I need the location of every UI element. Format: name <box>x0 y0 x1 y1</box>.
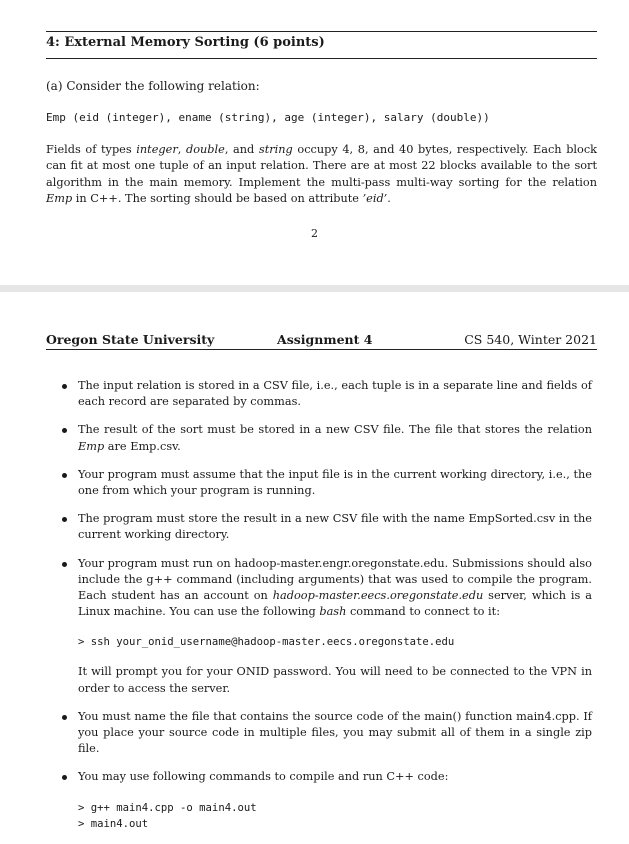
page-bottom <box>0 292 629 830</box>
run-command: > main4.out <box>78 817 149 830</box>
subpart-label: (a) Consider the following relation: <box>46 79 260 93</box>
list-item: The input relation is stored in a CSV file, i.e., each tuple is in a separate line and fields of each record are separated by commas. <box>60 378 592 410</box>
bullet-icon <box>62 517 67 522</box>
header-assignment: Assignment 4 <box>277 332 373 347</box>
relation-emp: Emp <box>46 191 73 205</box>
page-top <box>0 0 629 285</box>
list-item: The program must store the result in a new CSV file with the name EmpSorted.csv in the current working directory. <box>60 511 592 543</box>
list-item: The result of the sort must be stored in a new CSV file. The file that stores the relation Emp are Emp.csv. <box>60 422 592 454</box>
header-rule <box>46 349 597 350</box>
bullet-icon <box>62 384 67 389</box>
section-title: 4: External Memory Sorting (6 points) <box>46 35 325 50</box>
type-double: double <box>185 143 225 156</box>
vpn-note: It will prompt you for your ONID password. You will need to be connected to the VPN in order to access the server. <box>78 665 592 695</box>
list-item: You may use following commands to compile and run C++ code: > g++ main4.cpp -o main4.out > main4.out <box>60 769 592 831</box>
list-item: Your program must assume that the input file is in the current working directory, i.e., the one from which your program is running. <box>60 467 592 499</box>
header-course: CS 540, Winter 2021 <box>464 332 597 347</box>
bullet-icon <box>62 562 67 567</box>
type-integer: integer <box>136 143 178 156</box>
bullet-icon <box>62 473 67 478</box>
section-bottom-rule <box>46 58 597 59</box>
type-string: string <box>258 143 293 156</box>
relation-schema: Emp (eid (integer), ename (string), age (integer), salary (double)) <box>46 111 490 124</box>
list-item: Your program must run on hadoop-master.engr.oregonstate.edu. Submissions should also include the g++ command (including arguments) that was used to compile the program. Each student has an account on hadoop-master.eecs.oregonstate.edu server, which is a Linux machine. You can use the following bash command to connect to it: > ssh your_onid_username@hadoop-master.eecs.oregonstate.edu It will prompt you for your ONID password. You will need to be connected to the VPN in order to access the server. <box>60 556 592 697</box>
list-item: You must name the file that contains the source code of the main() function main4.cpp. If you place your source code in multiple files, you may submit all of them in a single zip file. <box>60 709 592 758</box>
problem-paragraph: Fields of types integer, double, and string occupy 4, 8, and 40 bytes, respectively. Each block can fit at most one tuple of an input relation. There are at most 22 blocks available to the sort algorithm in the main memory. Implement the multi-pass multi-way sorting for the relation Emp in C++. The sorting should be based on attribute ’eid’. <box>46 143 598 205</box>
ssh-command: > ssh your_onid_username@hadoop-master.eecs.oregonstate.edu <box>78 636 455 649</box>
bullet-icon <box>62 428 67 433</box>
bullet-icon <box>62 715 67 720</box>
compile-commands <box>78 800 592 832</box>
page-separator <box>0 285 629 292</box>
section-top-rule <box>46 31 597 32</box>
compile-command: > g++ main4.cpp -o main4.out <box>78 801 257 814</box>
bullet-icon <box>62 775 67 780</box>
server-name: hadoop-master.eecs.oregonstate.edu <box>272 589 484 603</box>
page-number: 2 <box>311 227 318 240</box>
requirements-list <box>60 378 592 844</box>
attribute-eid: ’eid’ <box>362 191 388 205</box>
header-university: Oregon State University <box>46 332 215 347</box>
